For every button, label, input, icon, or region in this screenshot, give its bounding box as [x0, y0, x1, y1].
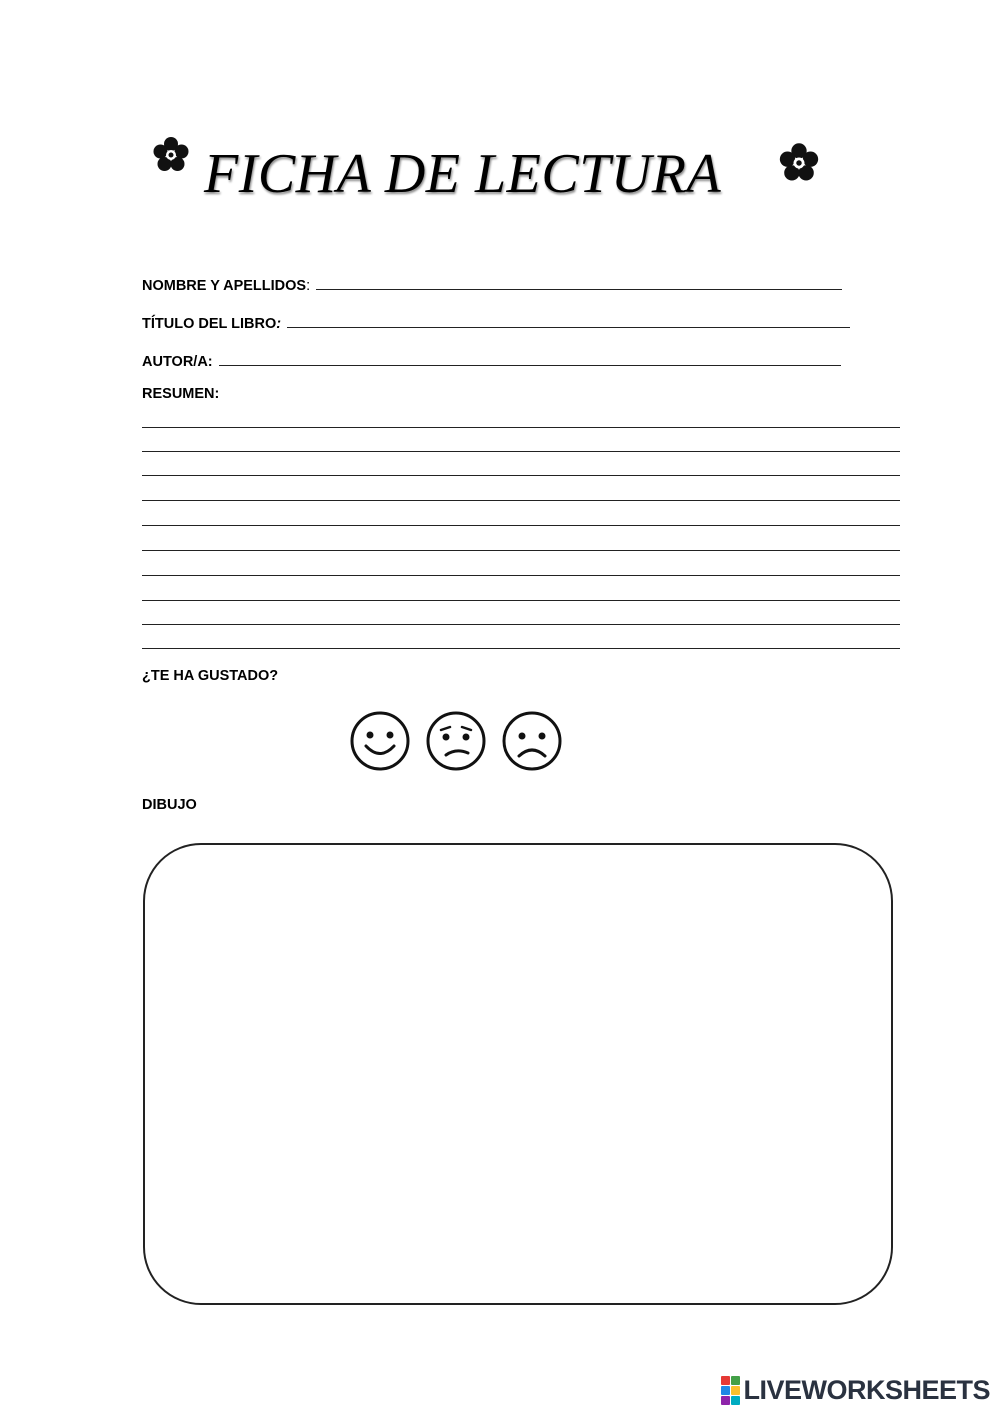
page-title: FICHA DE LECTURA	[204, 143, 722, 205]
page-header	[150, 128, 830, 218]
summary-line[interactable]	[142, 550, 900, 551]
flower-icon	[150, 134, 192, 176]
rating-question: ¿TE HA GUSTADO?	[142, 668, 279, 684]
brand-name: LIVEWORKSHEETS	[743, 1375, 990, 1405]
author-label: AUTOR/A:	[142, 354, 213, 370]
neutral-face-icon[interactable]	[425, 710, 487, 772]
brand-logo-icon	[721, 1376, 740, 1405]
brand-logo	[721, 1375, 990, 1406]
sad-face-icon[interactable]	[501, 710, 563, 772]
author-field	[142, 348, 841, 370]
summary-line[interactable]	[142, 475, 900, 476]
book-title-separator: :	[276, 316, 282, 332]
book-title-field	[142, 310, 850, 332]
summary-line[interactable]	[142, 427, 900, 428]
summary-line[interactable]	[142, 575, 900, 576]
name-field	[142, 272, 842, 294]
summary-label: RESUMEN:	[142, 386, 220, 402]
summary-line[interactable]	[142, 525, 900, 526]
summary-line[interactable]	[142, 624, 900, 625]
flower-icon	[776, 140, 822, 186]
name-separator: :	[306, 278, 311, 294]
name-label: NOMBRE Y APELLIDOS	[142, 278, 307, 294]
author-input-line[interactable]	[219, 365, 841, 366]
drawing-label: DIBUJO	[142, 797, 197, 813]
summary-line[interactable]	[142, 451, 900, 452]
summary-line[interactable]	[142, 500, 900, 501]
drawing-area[interactable]	[143, 843, 893, 1305]
summary-line[interactable]	[142, 648, 900, 649]
book-title-label: TÍTULO DEL LIBRO	[142, 316, 277, 332]
happy-face-icon[interactable]	[349, 710, 411, 772]
book-title-input-line[interactable]	[287, 327, 850, 328]
name-input-line[interactable]	[316, 289, 842, 290]
summary-line[interactable]	[142, 600, 900, 601]
